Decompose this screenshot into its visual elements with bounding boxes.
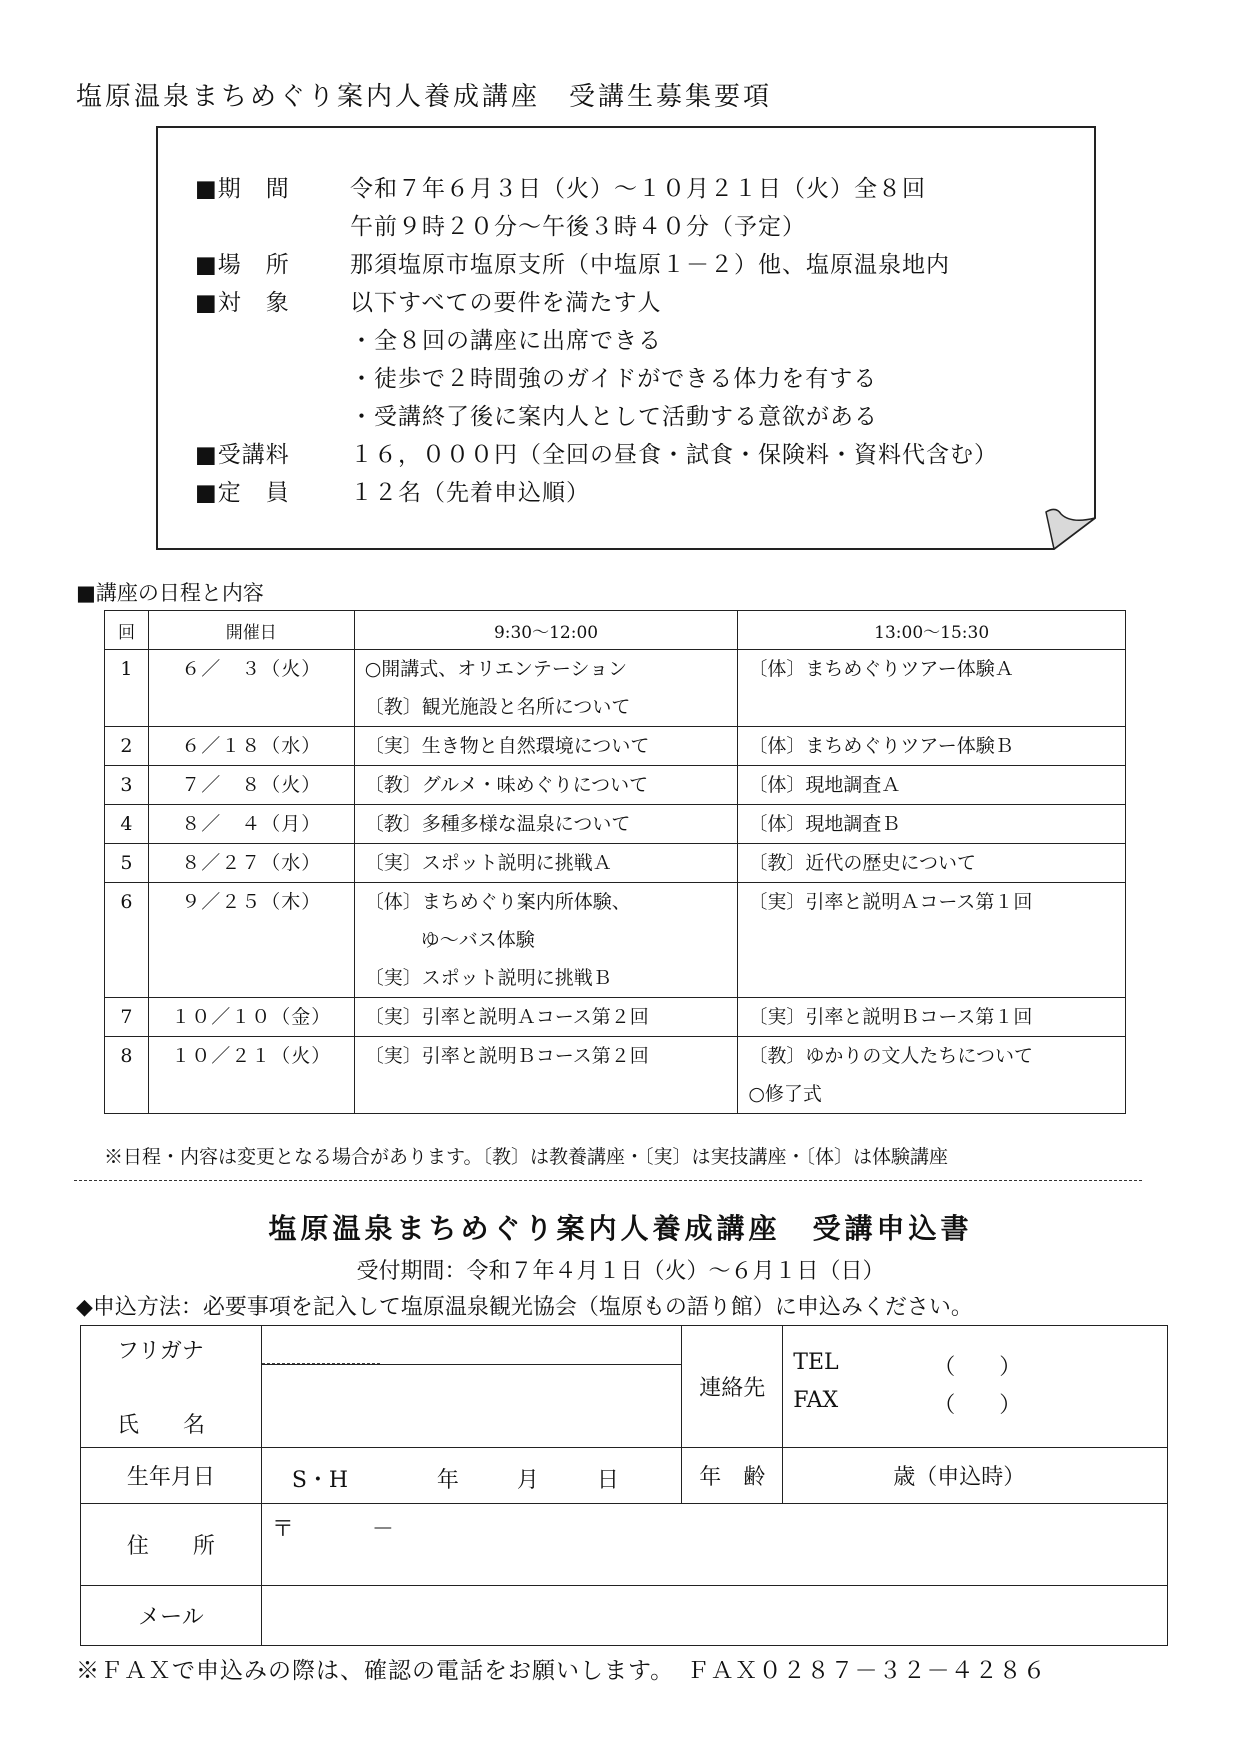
afternoon-content: 〔教〕ゆかりの文人たちについて [748,1045,1033,1067]
morning-content: 〔教〕観光施設と名所について [364,696,631,718]
requirement-2: ・徒歩で２時間強のガイドができる体力を有する [350,366,878,392]
session-date: ６／ ３（火） [181,658,322,680]
place-value: 那須塩原市塩原支所（中塩原１－２）他、塩原温泉地内 [350,252,950,278]
email-row [81,1586,1168,1646]
morning-content: ゆ～バス体験 [420,929,535,951]
tel-label: TEL [793,1350,839,1375]
morning-content: 〔教〕グルメ・味めぐりについて [364,774,649,796]
header-morning: 9:30～12:00 [354,611,738,650]
session-date: ８／ ４（月） [181,813,322,835]
email-label: メール [81,1586,262,1646]
afternoon-content: 〔実〕引率と説明Ａコース第１回 [748,891,1033,913]
address-field[interactable] [261,1504,1167,1586]
session-number: 5 [120,852,133,874]
postal-dash: － [371,1517,394,1542]
age-field[interactable]: 歳（申込時） [783,1448,1168,1504]
header-afternoon: 13:00～15:30 [738,611,1126,650]
afternoon-content: 〔体〕現地調査Ａ [748,774,901,796]
period-times: 午前９時２０分～午後３時４０分（予定） [350,214,806,240]
session-date: ８／２７（水） [181,852,322,874]
furigana-field[interactable] [262,1326,681,1365]
address-label: 住 所 [81,1504,262,1586]
capacity-label: ■定 員 [195,480,290,506]
form-method: ◆申込方法：必要事項を記入して塩原温泉観光協会（塩原もの語り館）に申込みください。 [76,1295,973,1320]
session-number: 8 [120,1045,133,1067]
tel-paren: （ ） [933,1355,1022,1380]
afternoon-content: 〔教〕近代の歴史について [748,852,976,874]
session-date: ９／２５（木） [181,891,322,913]
email-field[interactable] [261,1586,1167,1646]
header-no: 回 [105,611,149,650]
morning-content: 〔実〕生き物と自然環境について [364,735,650,757]
period-label: ■期 間 [195,176,290,202]
fax-note: ※ＦＡＸで申込みの際は、確認の電話をお願いします。 ＦＡＸ０２８７－３２－４２８６ [76,1658,1047,1684]
name-field[interactable] [262,1365,681,1447]
session-number: 6 [120,891,133,913]
table-row [105,883,1126,998]
postal-mark: 〒 [271,1517,294,1542]
session-date: ６／１８（水） [181,735,322,757]
afternoon-content: 〔体〕まちめぐりツアー体験Ｂ [748,735,1014,757]
place-label: ■場 所 [195,252,290,278]
age-label: 年 齢 [682,1448,783,1504]
morning-content: 〔教〕多種多様な温泉について [364,813,631,835]
morning-content: 〔実〕スポット説明に挑戦Ｂ [364,967,612,989]
table-row [105,766,1126,805]
table-row [105,650,1126,727]
schedule-section-label: ■講座の日程と内容 [76,581,264,605]
form-title: 塩原温泉まちめぐり案内人養成講座 受講申込書 [268,1212,973,1245]
session-date: ７／ ８（火） [181,774,322,796]
table-row [105,1037,1126,1114]
page-title: 塩原温泉まちめぐり案内人養成講座 受講生募集要項 [76,82,773,112]
morning-content: 〔実〕引率と説明Ｂコース第２回 [364,1045,649,1067]
capacity-value: １２名（先着申込順） [350,480,590,506]
session-number: 7 [120,1006,133,1028]
cut-line-divider [74,1180,1142,1181]
birth-label: 生年月日 [81,1448,262,1504]
name-row [81,1326,1168,1448]
table-row [105,727,1126,766]
application-form [80,1325,1168,1646]
name-label: 氏 名 [117,1413,206,1438]
table-row [105,844,1126,883]
schedule-table [104,610,1126,1114]
afternoon-content: 〔体〕現地調査Ｂ [748,813,901,835]
session-date: １０／２１（火） [171,1045,332,1067]
birth-row [81,1448,1168,1504]
requirement-3: ・受講終了後に案内人として活動する意欲がある [350,404,878,430]
session-number: 3 [120,774,133,796]
furigana-dash [262,1363,380,1364]
fee-label: ■受講料 [195,442,290,468]
target-label: ■対 象 [195,290,290,316]
morning-content: ○開講式、オリエンテーション [364,658,628,680]
target-value: 以下すべての要件を満たす人 [350,290,662,316]
fee-value: １６，０００円（全回の昼食・試食・保険料・資料代含む） [350,442,998,468]
period-dates: 令和７年６月３日（火）～１０月２１日（火）全８回 [350,176,926,202]
session-number: 1 [120,658,133,680]
requirement-1: ・全８回の講座に出席できる [350,328,662,354]
form-period: 受付期間：令和７年４月１日（火）～６月１日（日） [356,1259,885,1284]
morning-content: 〔体〕まちめぐり案内所体験、 [364,891,631,913]
address-row [81,1504,1168,1586]
month-label: 月 [516,1468,539,1493]
contact-label: 連絡先 [682,1326,783,1448]
table-row [105,998,1126,1037]
fax-label: FAX [793,1388,839,1413]
session-number: 2 [120,735,133,757]
session-number: 4 [120,813,133,835]
birth-field[interactable] [261,1448,681,1504]
birth-era: S・H [291,1468,349,1493]
contact-field[interactable] [783,1326,1168,1448]
morning-content: 〔実〕引率と説明Ａコース第２回 [364,1006,649,1028]
afternoon-content: 〔実〕引率と説明Ｂコース第１回 [748,1006,1033,1028]
session-date: １０／１０（金） [171,1006,332,1028]
afternoon-content: 〔体〕まちめぐりツアー体験Ａ [748,658,1014,680]
table-row [105,805,1126,844]
fax-paren: （ ） [933,1393,1022,1418]
afternoon-content: ○修了式 [748,1083,822,1105]
day-label: 日 [596,1468,619,1493]
schedule-header-row [105,611,1126,650]
furigana-label: フリガナ [117,1339,204,1364]
header-date: 開催日 [148,611,354,650]
schedule-note: ※日程・内容は変更となる場合があります。〔教〕は教養講座・〔実〕は実技講座・〔体〕は体験講座 [104,1146,948,1168]
morning-content: 〔実〕スポット説明に挑戦Ａ [364,852,612,874]
year-label: 年 [436,1468,459,1493]
